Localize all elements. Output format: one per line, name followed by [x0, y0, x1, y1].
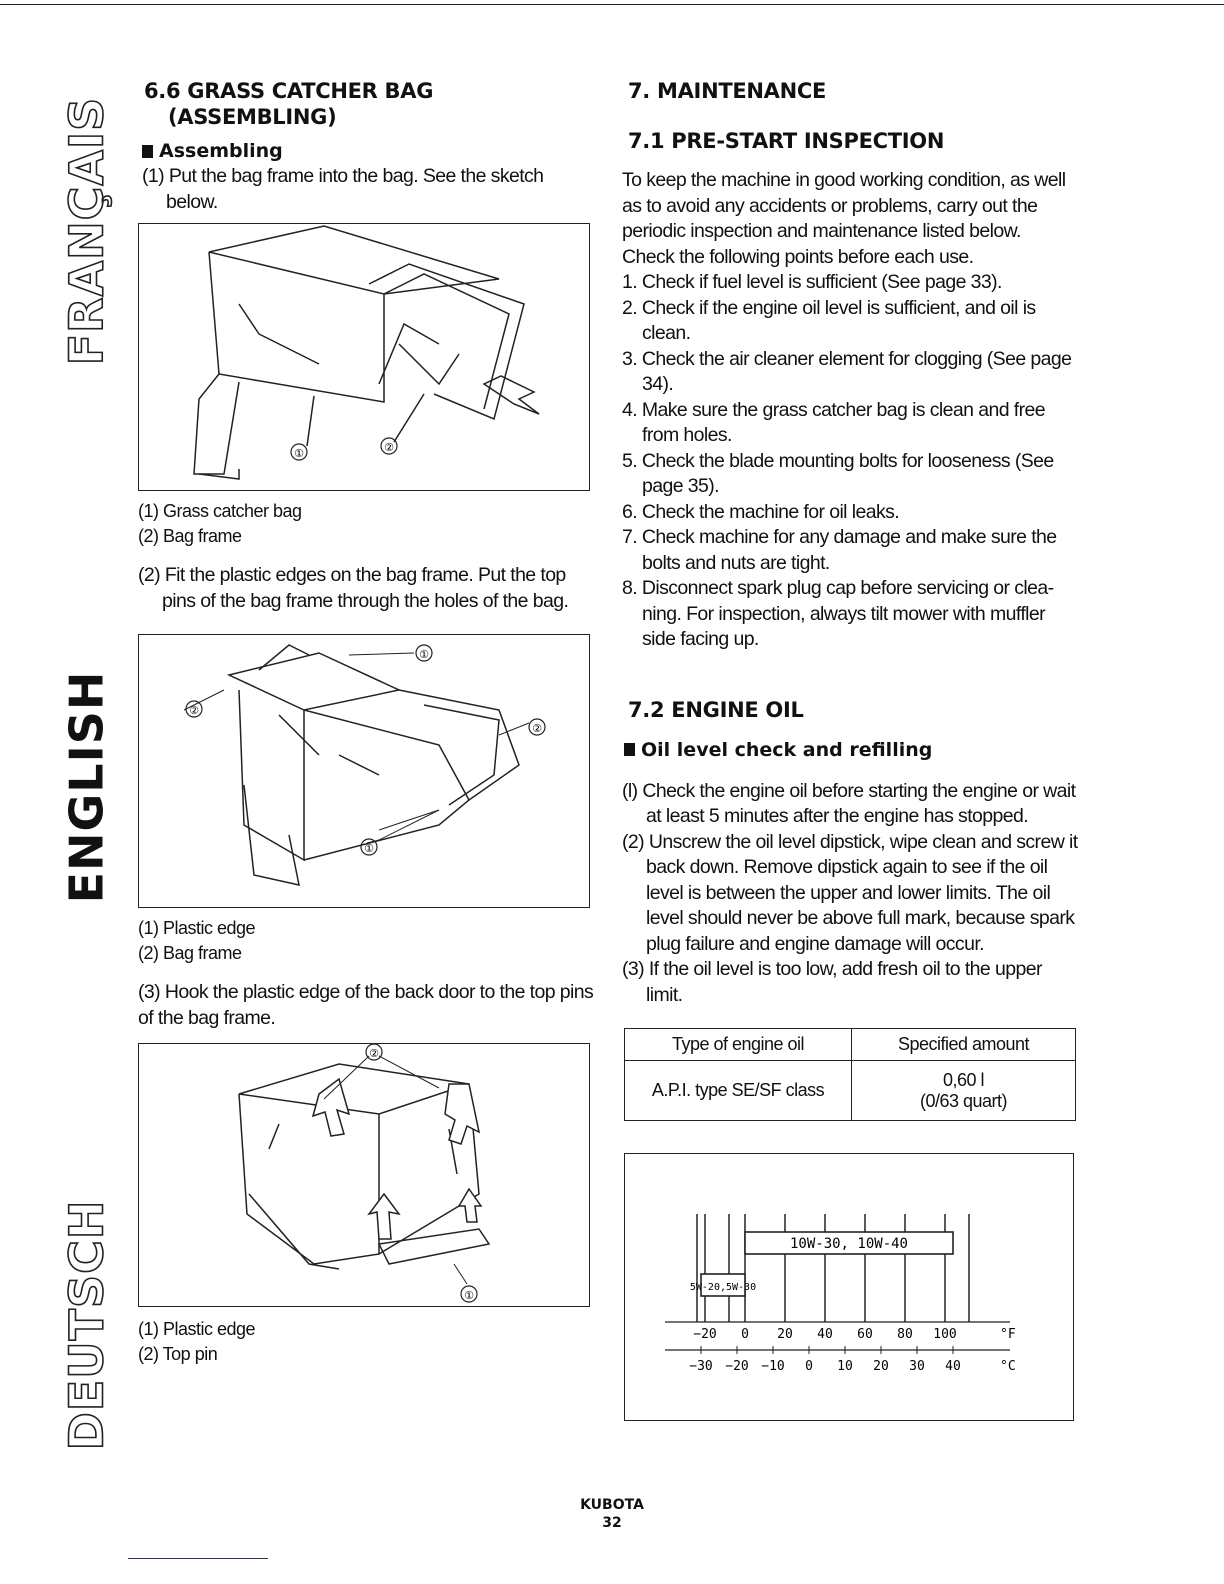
subheading-oil-level: Oil level check and refilling	[622, 739, 1078, 761]
pre-start-checklist	[622, 270, 1078, 653]
figure-1-caption-2: (2) Bag frame	[138, 526, 242, 546]
chart-c-tick-label: −10	[761, 1359, 785, 1374]
bullet-square-icon	[624, 743, 635, 756]
check-intro-text: Check the following points before each use.	[622, 245, 974, 268]
table-header-type: Type of engine oil	[625, 1029, 852, 1061]
viscosity-chart-svg	[625, 1154, 1073, 1420]
figure-3-caption-2: (2) Top pin	[138, 1344, 218, 1364]
sidebar-language-francais: FRANÇAIS	[59, 96, 114, 366]
step-1-text: (1) Put the bag frame into the bag. See the sketch below.	[142, 165, 544, 213]
figure-3-top-pins	[138, 1043, 590, 1307]
figure-2-caption-1: (1) Plastic edge	[138, 918, 256, 938]
subheading-assembling: Assembling	[138, 140, 598, 162]
chart-f-tick-label: −20	[693, 1327, 717, 1342]
oil-step: (2) Unscrew the oil level dipstick, wipe clean and screw it back down. Remove dipstick again to see if the oil level is between the upper and lower limits. The oil level should never be above full mark, because spark plug failure and engine damage will occur.	[622, 830, 1078, 955]
top-rule	[0, 4, 1224, 5]
table-header-row	[625, 1029, 1076, 1061]
chart-c-tick-label: 0	[805, 1359, 813, 1374]
section-heading-assembling: (ASSEMBLING)	[168, 105, 337, 129]
chart-c-tick-label: 10	[837, 1359, 853, 1374]
left-column	[138, 78, 598, 1367]
figure-3-caption-1: (1) Plastic edge	[138, 1319, 256, 1339]
right-column	[622, 78, 1078, 1421]
checklist-item: 7. Check machine for any damage and make sure the bolts and nuts are tight.	[622, 526, 1057, 574]
table-cell-oil-type: A.P.I. type SE/SF class	[625, 1061, 852, 1121]
callout-2: ②	[384, 441, 394, 454]
chart-c-tick-label: −30	[689, 1359, 713, 1374]
chart-c-unit: °C	[1000, 1359, 1016, 1374]
step-2-text: (2) Fit the plastic edges on the bag frame. Put the top pins of the bag frame through the holes of the bag.	[138, 564, 569, 612]
figure-3-illustration	[139, 1044, 589, 1306]
callout-2-left: ②	[189, 704, 199, 717]
checklist-item: 2. Check if the engine oil level is sufficient, and oil is clean.	[622, 296, 1036, 344]
figure-2-caption-2: (2) Bag frame	[138, 943, 242, 963]
callout-2-right: ②	[532, 722, 542, 735]
chart-range-label: 10W-30, 10W-40	[789, 1236, 909, 1252]
chart-f-tick-label: 0	[741, 1327, 749, 1342]
oil-spec-table	[624, 1028, 1076, 1121]
page-number: 32	[602, 1515, 622, 1531]
amount-line-2: (0/63 quart)	[919, 1090, 1008, 1111]
callout-1: ①	[464, 1289, 474, 1302]
callout-1: ①	[294, 447, 304, 460]
section-heading-grass-catcher: 6.6 GRASS CATCHER BAG	[144, 79, 434, 103]
chart-c-tick-label: 40	[945, 1359, 961, 1374]
checklist-item: 5. Check the blade mounting bolts for looseness (See page 35).	[622, 449, 1054, 497]
callout-1-bottom: ①	[364, 842, 374, 855]
section-heading-pre-start: 7.1 PRE-START INSPECTION	[628, 129, 945, 153]
table-row	[625, 1061, 1076, 1121]
figure-2-illustration	[139, 635, 589, 907]
step-3-text: (3) Hook the plastic edge of the back door to the top pins of the bag frame.	[138, 981, 594, 1029]
oil-step: (l) Check the engine oil before starting the engine or wait at least 5 minutes after the engine has stopped.	[622, 779, 1076, 827]
section-heading-engine-oil: 7.2 ENGINE OIL	[628, 697, 804, 722]
checklist-item: 4. Make sure the grass catcher bag is clean and free from holes.	[622, 398, 1045, 446]
bottom-rule	[128, 1558, 268, 1559]
figure-1-bag-frame	[138, 223, 590, 491]
figure-1-illustration	[139, 224, 589, 490]
callout-1-top: ①	[419, 648, 429, 661]
checklist-item: 3. Check the air cleaner element for clogging (See page 34).	[622, 347, 1072, 395]
section-heading-maintenance: 7. MAINTENANCE	[628, 79, 827, 103]
chart-f-tick-label: 20	[777, 1327, 793, 1342]
maintenance-intro-text: To keep the machine in good working condition, as well as to avoid any accidents or problems, carry out the periodic inspection and maintenance listed below.	[622, 169, 1066, 242]
chart-f-tick-label: 80	[897, 1327, 913, 1342]
chart-range-label: 5W-20,5W-30	[689, 1282, 757, 1293]
table-cell-amount	[852, 1061, 1076, 1121]
bullet-square-icon	[142, 145, 153, 158]
sidebar-language-deutsch: DEUTSCH	[59, 1199, 114, 1451]
chart-f-tick-label: 100	[933, 1327, 957, 1342]
footer-brand: KUBOTA	[580, 1497, 644, 1513]
table-header-amount: Specified amount	[852, 1029, 1076, 1061]
sidebar-language-english: ENGLISH	[59, 670, 114, 904]
oil-steps	[622, 779, 1078, 1009]
checklist-item: 6. Check the machine for oil leaks.	[622, 500, 900, 523]
figure-1-caption-1: (1) Grass catcher bag	[138, 501, 302, 521]
chart-c-tick-label: 20	[873, 1359, 889, 1374]
chart-c-tick-label: −20	[725, 1359, 749, 1374]
oil-step: (3) If the oil level is too low, add fresh oil to the upper limit.	[622, 958, 1042, 1006]
amount-line-1: 0,60 l	[942, 1069, 985, 1090]
chart-f-tick-label: 60	[857, 1327, 873, 1342]
figure-2-plastic-edges	[138, 634, 590, 908]
chart-c-tick-label: 30	[909, 1359, 925, 1374]
checklist-item: 1. Check if fuel level is sufficient (See page 33).	[622, 271, 1002, 293]
checklist-item: 8. Disconnect spark plug cap before servicing or clea-ning. For inspection, always tilt mower with muffler side facing up.	[622, 577, 1054, 650]
callout-2: ②	[369, 1047, 379, 1060]
oil-viscosity-chart	[624, 1153, 1074, 1421]
chart-f-unit: °F	[1000, 1327, 1016, 1342]
chart-f-tick-label: 40	[817, 1327, 833, 1342]
